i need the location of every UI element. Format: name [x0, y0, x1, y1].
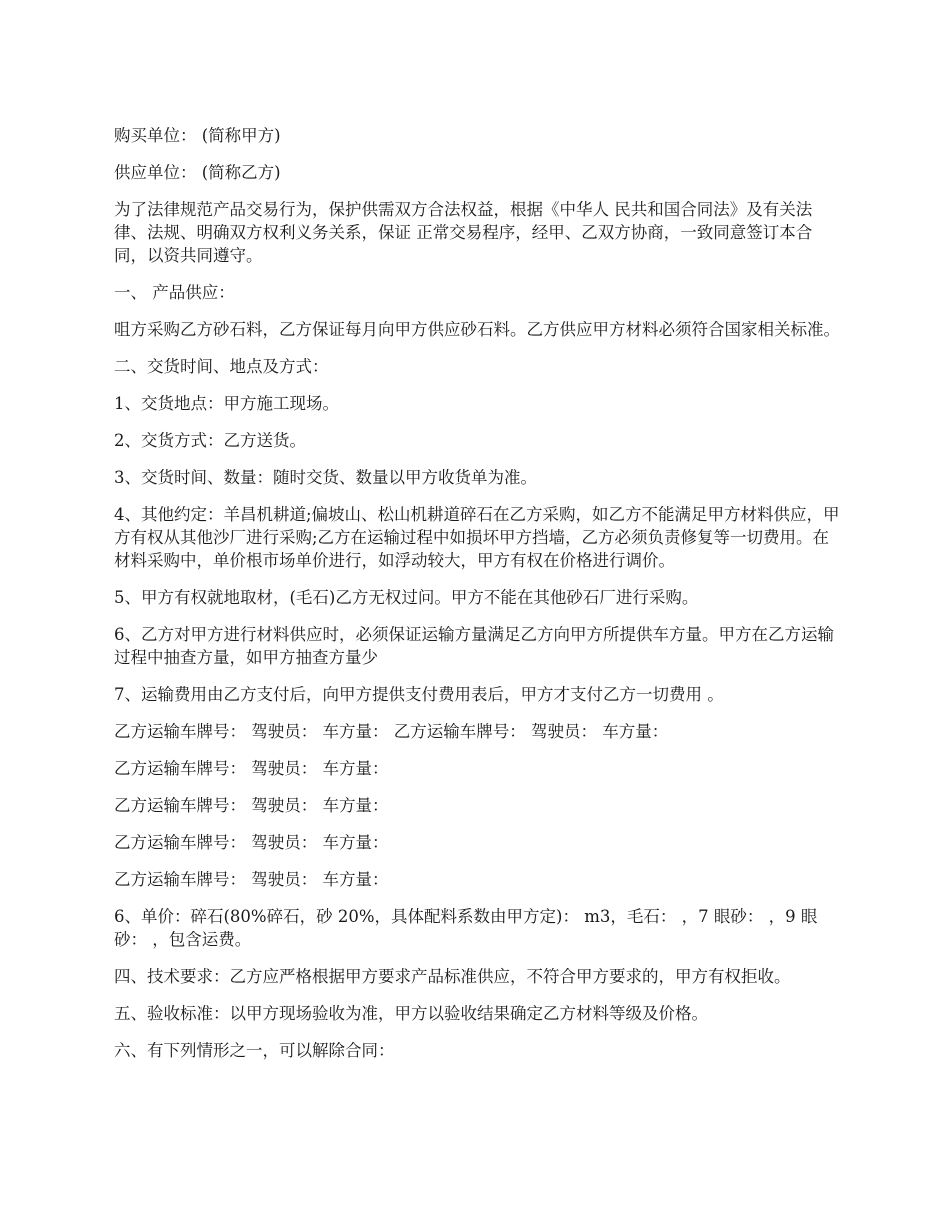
buyer-line: 购买单位： (简称甲方)	[114, 126, 281, 145]
supplier-line: 供应单位： (简称乙方)	[114, 163, 281, 182]
section-termination: 六、有下列情形之一，可以解除合同：	[114, 1041, 395, 1060]
clause-other-terms: 4、其他约定：羊昌机耕道;偏坡山、松山机耕道碎石在乙方采购，如乙方不能满足甲方材料供应，甲方有权从其他沙厂进行采购;乙方在运输过程中如损坏甲方挡墙，乙方必须负责修复等一切费用。在材料采购中，单价根市场单价进行，如浮动较大，甲方有权在价格进行调价。	[114, 505, 840, 570]
clause-volume-check: 6、乙方对甲方进行材料供应时，必须保证运输方量满足乙方向甲方所提供车方量。甲方在乙方运输过程中抽查方量，如甲方抽查方量少	[114, 625, 834, 667]
section-heading-delivery: 二、交货时间、地点及方式：	[114, 357, 329, 376]
section-technical-requirements: 四、技术要求：乙方应严格根据甲方要求产品标准供应，不符合甲方要求的，甲方有权拒收。	[114, 967, 791, 986]
clause-delivery-time: 3、交货时间、数量：随时交货、数量以甲方收货单为准。	[114, 468, 537, 487]
vehicle-line: 乙方运输车牌号： 驾驶员： 车方量：	[114, 759, 389, 778]
vehicle-line: 乙方运输车牌号： 驾驶员： 车方量： 乙方运输车牌号： 驾驶员： 车方量：	[114, 722, 669, 741]
clause-delivery-location: 1、交货地点：甲方施工现场。	[114, 394, 339, 413]
clause-local-materials: 5、甲方有权就地取材，(毛石)乙方无权过问。甲方不能在其他砂石厂进行采购。	[114, 588, 699, 607]
clause-delivery-method: 2、交货方式：乙方送货。	[114, 431, 306, 450]
section-heading-product-supply: 一、 产品供应：	[114, 283, 235, 302]
document-body	[114, 124, 844, 1076]
preamble-paragraph: 为了法律规范产品交易行为，保护供需双方合法权益，根据《中华人 民共和国合同法》及有关法律、法规、明确双方权利义务关系，保证 正常交易程序，经甲、乙双方协商，一致同意签订本合同，以资共同遵守。	[114, 200, 813, 265]
vehicle-line: 乙方运输车牌号： 驾驶员： 车方量：	[114, 870, 389, 889]
product-supply-paragraph: 咀方采购乙方砂石料，乙方保证每月向甲方供应砂石料。乙方供应甲方材料必须符合国家相关标准。	[114, 320, 840, 339]
vehicle-line: 乙方运输车牌号： 驾驶员： 车方量：	[114, 796, 389, 815]
section-acceptance-standard: 五、验收标准：以甲方现场验收为准，甲方以验收结果确定乙方材料等级及价格。	[114, 1004, 708, 1023]
clause-unit-price: 6、单价：碎石(80%碎石，砂 20%，具体配料系数由甲方定)： m3，毛石： ，7 眼砂： ，9 眼砂： ，包含运费。	[114, 907, 818, 949]
clause-transport-fees: 7、运输费用由乙方支付后，向甲方提供支付费用表后，甲方才支付乙方一切费用 。	[114, 685, 724, 704]
vehicle-line: 乙方运输车牌号： 驾驶员： 车方量：	[114, 833, 389, 852]
